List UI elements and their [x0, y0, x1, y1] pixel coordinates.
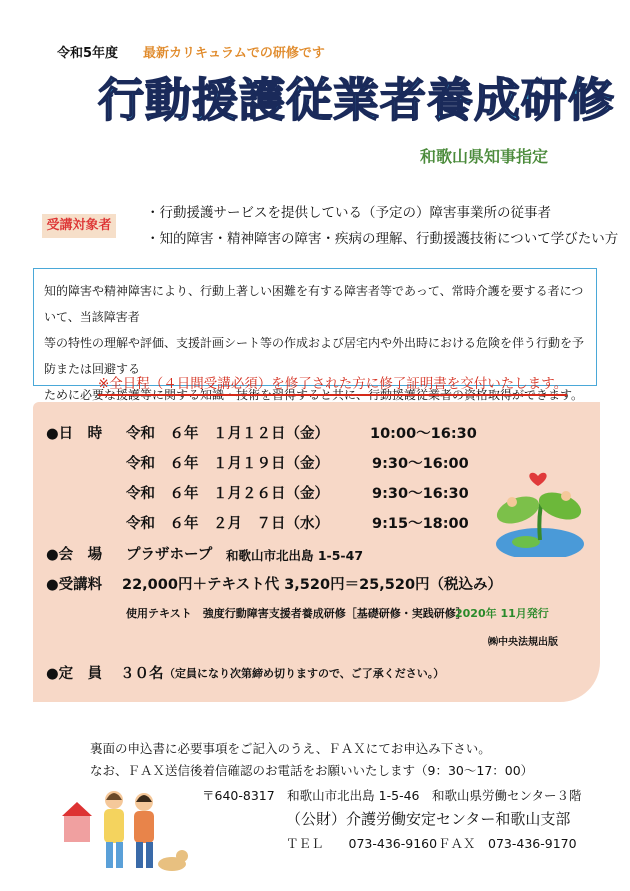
leaf-icon	[493, 491, 543, 529]
schedule-time: 9:30～16:30	[372, 486, 469, 502]
footer-tel: ＴＥＬ 073-436-9160	[286, 836, 438, 851]
schedule-time: 9:30～16:00	[372, 456, 469, 472]
year-label: 令和5年度	[57, 46, 119, 61]
footer-instruction: なお、ＦＡＸ送信後着信確認のお電話をお願いいたします（9：30～17：00）	[90, 763, 534, 778]
capacity-label: ●定 員	[46, 666, 103, 682]
footer-org: （公財）介護労働安定センター和歌山支部	[286, 810, 571, 828]
description-line: 知的障害や精神障害により、行動上著しい困難を有する障害者等であって、常時介護を要する者について、当該障害者	[44, 284, 584, 324]
fee-value: 22,000円＋テキスト代 3,520円＝25,520円（税込み）	[122, 577, 503, 593]
target-item: ・行動援護サービスを提供している（予定の）障害事業所の従事者	[146, 205, 551, 221]
certificate-notice: ※全日程（４日間受講必須）を修了された方に修了証明書を交付いたします。	[98, 374, 567, 396]
leaf-icon	[535, 487, 585, 525]
venue-address: 和歌山市北出島 1-5-47	[226, 548, 364, 563]
person-icon	[561, 491, 571, 501]
page-title: 行動援護従業者養成研修	[98, 73, 615, 127]
capacity-value: ３０名	[120, 666, 164, 682]
capacity-note: （定員になり次第締め切りますので、ご了承ください。）	[164, 667, 445, 680]
textbook-label: 使用テキスト 強度行動障害支援者養成研修［基礎研修・実践研修］	[126, 607, 467, 620]
heart-icon	[529, 473, 546, 486]
designation: 和歌山県知事指定	[420, 147, 549, 166]
people-illustration	[62, 776, 190, 876]
tagline: 最新カリキュラムでの研修です	[143, 46, 325, 61]
venue-name: プラザホープ	[126, 547, 213, 563]
description-line: ために必要な援護等に関する知識・技術を習得すると共に、行動援護従業者の資格取得ができます。	[44, 388, 584, 402]
target-item: ・知的障害・精神障害の障害・疾病の理解、行動援護技術について学びたい方	[146, 231, 619, 247]
schedule-label: ●日 時	[46, 426, 103, 442]
schedule-date: 令和 ６年 １月１２日（金）	[126, 426, 329, 442]
fee-label: ●受講料	[46, 577, 103, 593]
publisher: ㈱中央法規出版	[488, 637, 558, 648]
schedule-date: 令和 ６年 １月１９日（金）	[126, 456, 329, 472]
globe-plant-illustration	[490, 462, 590, 557]
description-line: 等の特性の理解や評価、支援計画シート等の作成および居宅内や外出時における危険を伴う行動を予防または回避する	[44, 336, 585, 376]
person-icon	[507, 497, 517, 507]
target-label: 受講対象者	[42, 214, 116, 238]
schedule-time: 9:15～18:00	[372, 516, 469, 532]
textbook-date: 2020年 11月発行	[455, 607, 549, 620]
house-icon	[64, 816, 90, 842]
schedule-date: 令和 ６年 １月２６日（金）	[126, 486, 329, 502]
schedule-time: 10:00～16:30	[370, 426, 477, 442]
footer-instruction: 裏面の申込書に必要事項をご記入のうえ、ＦＡＸにてお申込み下さい。	[90, 741, 491, 756]
venue-label: ●会 場	[46, 547, 103, 563]
schedule-date: 令和 ６年 ２月 ７日（水）	[126, 516, 329, 532]
footer-fax: ＦＡＸ 073-436-9170	[438, 836, 577, 851]
footer-address: 〒640-8317 和歌山市北出島 1-5-46 和歌山県労働センター３階	[202, 788, 582, 803]
target-list	[146, 200, 618, 252]
